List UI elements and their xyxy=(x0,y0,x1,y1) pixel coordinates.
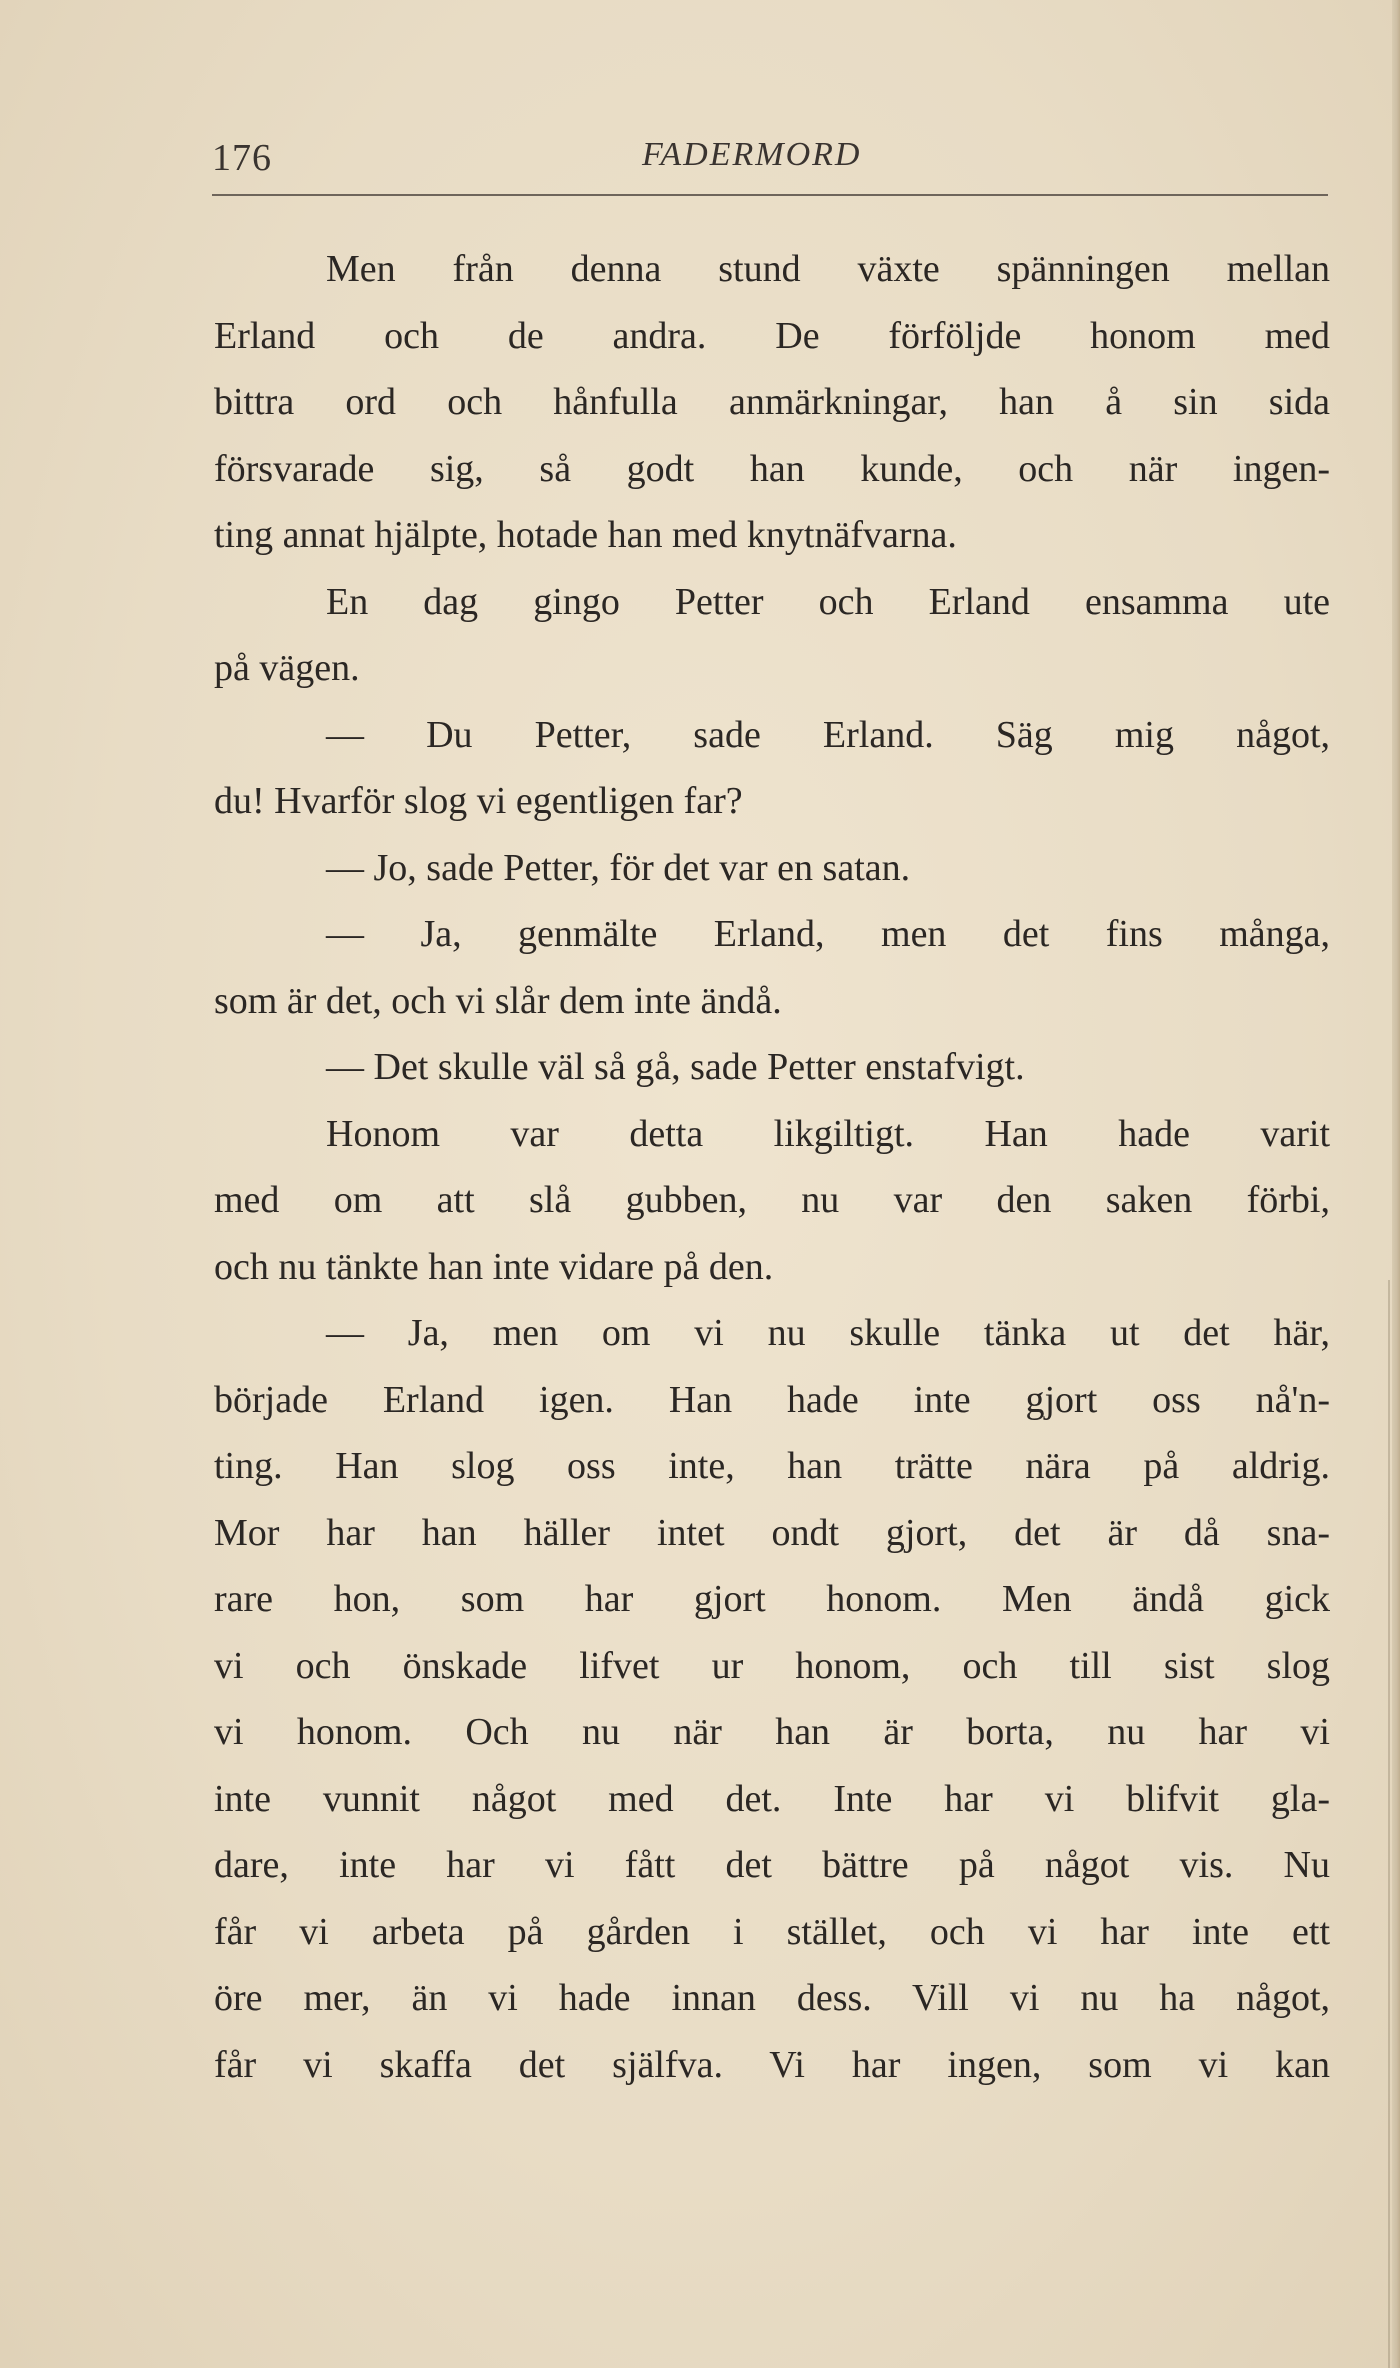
text-line: — Ja, men om vi nu skulle tänka ut det här, xyxy=(326,1312,1330,1354)
page-header xyxy=(212,136,1328,192)
text-line: En dag gingo Petter och Erland ensamma ute xyxy=(326,580,1330,623)
text-line: på vägen. xyxy=(214,647,360,689)
text-line: får vi skaffa det själfva. Vi har ingen, som vi kan xyxy=(214,2043,1330,2086)
text-line: ting annat hjälpte, hotade han med knytnäfvarna. xyxy=(214,514,957,556)
text-line: började Erland igen. Han hade inte gjort oss nå'n- xyxy=(214,1378,1330,1421)
text-line: du! Hvarför slog vi egentligen far? xyxy=(214,780,743,822)
text-line: dare, inte har vi fått det bättre på något vis. Nu xyxy=(214,1844,1330,1886)
text-line: inte vunnit något med det. Inte har vi blifvit gla- xyxy=(214,1777,1330,1820)
text-line: som är det, och vi slår dem inte ändå. xyxy=(214,979,782,1022)
text-line: Mor har han häller intet ondt gjort, det är då sna- xyxy=(214,1511,1330,1554)
text-line: Erland och de andra. De förföljde honom med xyxy=(214,314,1330,357)
text-line: med om att slå gubben, nu var den saken förbi, xyxy=(214,1179,1330,1221)
text-line: och nu tänkte han inte vidare på den. xyxy=(214,1245,774,1288)
page-number: 176 xyxy=(212,137,272,179)
text-line: försvarade sig, så godt han kunde, och när ingen- xyxy=(214,447,1330,490)
text-line: Men från denna stund växte spänningen mellan xyxy=(326,248,1330,290)
text-line: vi honom. Och nu när han är borta, nu har vi xyxy=(214,1711,1330,1753)
text-line: rare hon, som har gjort honom. Men ändå gick xyxy=(214,1578,1330,1620)
text-line: bittra ord och hånfulla anmärkningar, han å sin sida xyxy=(214,381,1330,423)
text-line: Honom var detta likgiltigt. Han hade varit xyxy=(326,1112,1330,1155)
text-line: ting. Han slog oss inte, han trätte nära på aldrig. xyxy=(214,1445,1330,1487)
text-line: får vi arbeta på gården i stället, och vi har inte ett xyxy=(214,1910,1330,1953)
body-text xyxy=(214,236,1330,2098)
text-line: öre mer, än vi hade innan dess. Vill vi nu ha något, xyxy=(214,1977,1330,2019)
text-line: — Ja, genmälte Erland, men det fins många, xyxy=(326,913,1330,955)
page-edge-shadow xyxy=(1388,1280,1390,2368)
text-line: vi och önskade lifvet ur honom, och till sist slog xyxy=(214,1644,1330,1687)
text-line: — Jo, sade Petter, för det var en satan. xyxy=(326,846,911,889)
running-title: FADERMORD xyxy=(642,136,862,173)
page-edge xyxy=(1392,0,1400,2368)
text-line: — Det skulle väl så gå, sade Petter enstafvigt. xyxy=(326,1046,1025,1088)
text-line: — Du Petter, sade Erland. Säg mig något, xyxy=(326,713,1330,756)
header-rule xyxy=(212,194,1328,196)
